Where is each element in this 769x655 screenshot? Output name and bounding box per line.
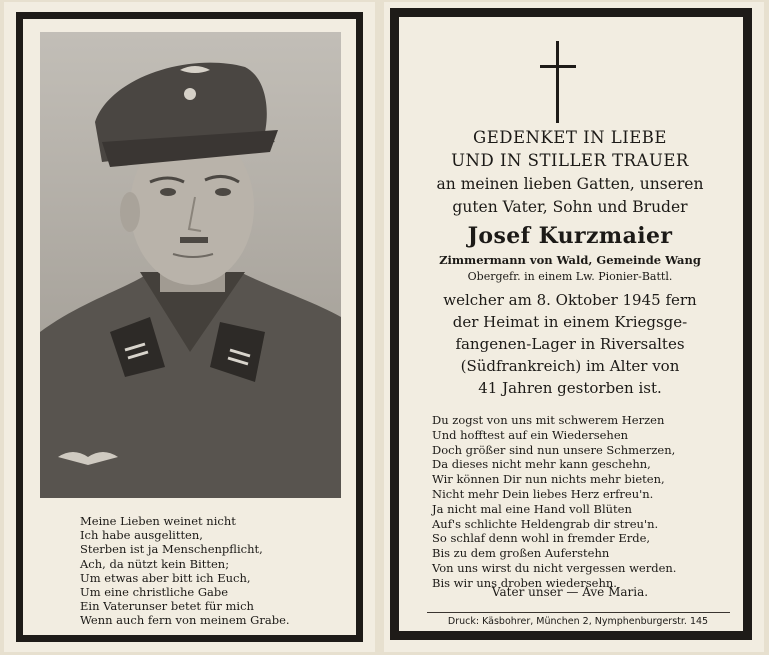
right-poem-line: Da dieses nicht mehr kann geschehn, bbox=[432, 457, 651, 472]
left-poem-line: Ach, da nützt kein Bitten; bbox=[80, 556, 230, 571]
right-poem-line: Du zogst von uns mit schwerem Herzen bbox=[432, 413, 665, 427]
rank-line: Obergefr. in einem Lw. Pionier-Battl. bbox=[467, 270, 673, 283]
cross-icon bbox=[534, 41, 584, 123]
left-poem-line: Um eine christliche Gabe bbox=[80, 585, 229, 600]
right-poem-line: Wir können Dir nun nichts mehr bieten, bbox=[432, 472, 665, 487]
closing-prayer: Vater unser — Ave Maria. bbox=[491, 585, 649, 599]
death-line-1: welcher am 8. Oktober 1945 fern bbox=[443, 291, 697, 309]
left-poem-line: Ein Vaterunser betet für mich bbox=[80, 599, 254, 614]
right-poem-line: Auf's schlichte Heldengrab dir streu'n. bbox=[432, 516, 659, 531]
death-line-2: der Heimat in einem Kriegsge- bbox=[452, 313, 688, 331]
right-poem bbox=[432, 413, 732, 591]
heading-line-1: GEDENKET IN LIEBE bbox=[473, 128, 667, 147]
right-poem-line: So schlaf denn wohl in fremder Erde, bbox=[432, 531, 651, 546]
heading-line-4: guten Vater, Sohn und Bruder bbox=[452, 198, 688, 216]
occupation-line: Zimmermann von Wald, Gemeinde Wang bbox=[439, 253, 701, 267]
heading-line-3: an meinen lieben Gatten, unseren bbox=[436, 175, 704, 193]
right-poem-line: Bis zu dem großen Auferstehn bbox=[432, 546, 610, 561]
right-poem-line: Doch größer sind nun unsere Schmerzen, bbox=[432, 442, 676, 457]
printer-imprint: Druck: Käsbohrer, München 2, Nymphenburgerstr. 145 bbox=[447, 616, 709, 627]
right-poem-line: Bis wir uns droben wiedersehn. bbox=[432, 575, 617, 590]
right-poem-line: Ja nicht mal eine Hand voll Blüten bbox=[432, 501, 632, 516]
soldier-portrait-photo bbox=[40, 32, 341, 498]
left-poem-line: Um etwas aber bitt ich Euch, bbox=[80, 570, 251, 585]
left-poem-line: Ich habe ausgelitten, bbox=[80, 528, 203, 543]
left-poem-line: Wenn auch fern von meinem Grabe. bbox=[80, 613, 290, 628]
right-poem-line: Nicht mehr Dein liebes Herz erfreu'n. bbox=[432, 486, 654, 501]
death-line-5: 41 Jahren gestorben ist. bbox=[478, 379, 662, 397]
death-line-3: fangenen-Lager in Riversaltes bbox=[455, 335, 685, 353]
deceased-name: Josef Kurzmaier bbox=[467, 223, 673, 249]
heading-line-2: UND IN STILLER TRAUER bbox=[451, 151, 689, 170]
left-poem-line: Sterben ist ja Menschenpflicht, bbox=[80, 542, 263, 557]
print-divider bbox=[427, 612, 730, 613]
death-line-4: (Südfrankreich) im Alter von bbox=[460, 357, 680, 375]
right-poem-line: Von uns wirst du nicht vergessen werden. bbox=[432, 560, 677, 575]
left-poem bbox=[80, 514, 330, 628]
right-poem-line: Und hofftest auf ein Wiedersehen bbox=[432, 427, 629, 442]
left-poem-line: Meine Lieben weinet nicht bbox=[80, 514, 236, 528]
portrait-illustration bbox=[40, 32, 341, 498]
